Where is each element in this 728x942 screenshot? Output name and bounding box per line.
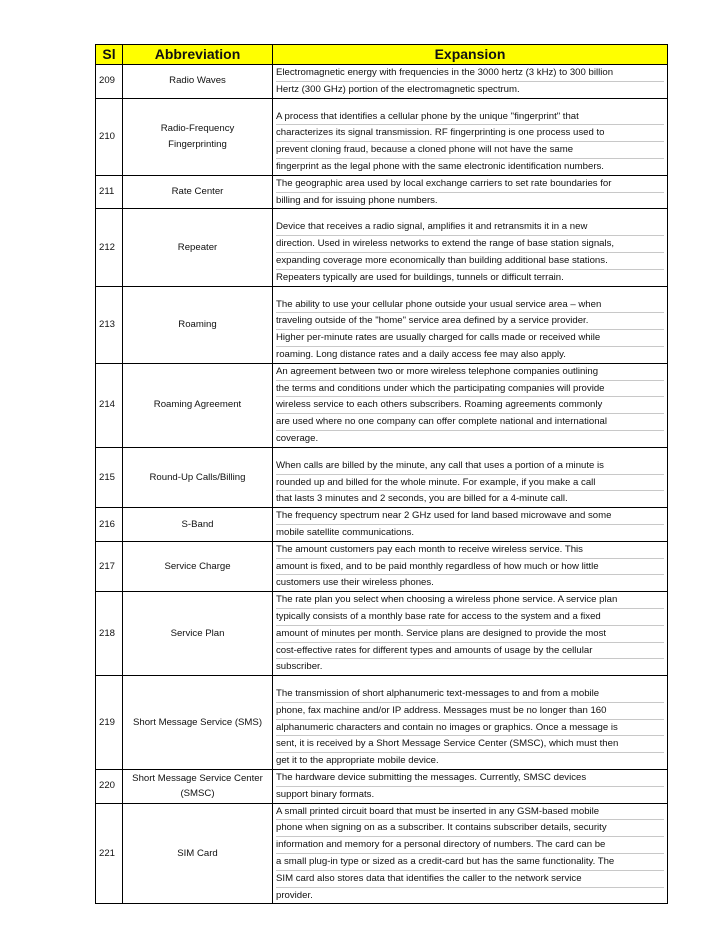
row-number: 213 (96, 286, 123, 363)
expansion-line: The geographic area used by local exchange carriers to set rate boundaries for (276, 177, 612, 189)
expansion-line: mobile satellite communications. (276, 524, 664, 541)
expansion-line: Repeaters typically are used for buildings, tunnels or difficult terrain. (276, 269, 664, 286)
table-row (96, 98, 668, 175)
header-abbreviation: Abbreviation (123, 45, 273, 65)
expansion-line: A small printed circuit board that must be inserted in any GSM-based mobile (276, 805, 600, 817)
abbreviation-cell (123, 803, 273, 904)
expansion-cell (273, 175, 668, 209)
expansion-line: prevent cloning fraud, because a cloned phone will not have the same (276, 141, 664, 158)
expansion-line: information and memory for a personal directory of numbers. The card can be (276, 836, 664, 853)
expansion-line: alphanumeric characters and contain no images or graphics. Once a message is (276, 719, 664, 736)
row-number: 210 (96, 98, 123, 175)
expansion-line: The amount customers pay each month to receive wireless service. This (276, 543, 583, 555)
abbreviation-line: S-Band (181, 518, 214, 530)
abbreviation-line: Service Plan (170, 627, 225, 639)
expansion-line: typically consists of a monthly base rate for access to the system and a fixed (276, 608, 664, 625)
expansion-line: SIM card also stores data that identifies the caller to the network service (276, 870, 664, 887)
expansion-line: wireless service to each others subscribers. Roaming agreements commonly (276, 396, 664, 413)
expansion-line: An agreement between two or more wireless telephone companies outlining (276, 365, 599, 377)
expansion-line: amount is fixed, and to be paid monthly regardless of how much or how little (276, 558, 664, 575)
abbreviation-line: Radio-Frequency (160, 122, 235, 134)
row-number: 221 (96, 803, 123, 904)
abbreviation-line: (SMSC) (180, 788, 215, 800)
expansion-line: phone when signing on as a subscriber. It contains subscriber details, security (276, 819, 664, 836)
row-number: 215 (96, 447, 123, 507)
abbreviation-cell (123, 541, 273, 591)
expansion-line: When calls are billed by the minute, any call that uses a portion of a minute is (276, 459, 604, 471)
expansion-line: a small plug-in type or sized as a credit-card but has the same functionality. The (276, 853, 664, 870)
abbreviation-cell (123, 175, 273, 209)
abbreviation-line: Fingerprinting (168, 138, 227, 150)
abbreviation-line: Roaming Agreement (153, 399, 242, 411)
expansion-cell (273, 770, 668, 804)
abbreviation-cell (123, 770, 273, 804)
expansion-line: expanding coverage more economically than building additional base stations. (276, 252, 664, 269)
header-sl: Sl (96, 45, 123, 65)
expansion-line: coverage. (276, 430, 664, 447)
abbreviation-cell (123, 209, 273, 286)
expansion-line: support binary formats. (276, 786, 664, 803)
row-number: 220 (96, 770, 123, 804)
abbreviation-cell (123, 676, 273, 770)
table-row (96, 770, 668, 804)
abbreviation-cell (123, 98, 273, 175)
expansion-cell (273, 676, 668, 770)
table-row (96, 209, 668, 286)
expansion-line: traveling outside of the "home" service area defined by a service provider. (276, 312, 664, 329)
expansion-line: the terms and conditions under which the participating companies will provide (276, 380, 664, 397)
row-number: 209 (96, 65, 123, 99)
expansion-line: Electromagnetic energy with frequencies in the 3000 hertz (3 kHz) to 300 billion (276, 67, 614, 78)
header-row (96, 45, 668, 65)
expansion-line: characterizes its signal transmission. RF fingerprinting is one process used to (276, 124, 664, 141)
expansion-line: sent, it is received by a Short Message Service Center (SMSC), which must then (276, 735, 664, 752)
table-row (96, 447, 668, 507)
abbreviation-cell (123, 65, 273, 99)
row-number: 211 (96, 175, 123, 209)
expansion-line: The frequency spectrum near 2 GHz used for land based microwave and some (276, 510, 612, 522)
abbreviation-line: Round-Up Calls/Billing (149, 471, 246, 483)
row-number: 217 (96, 541, 123, 591)
abbreviation-line: SIM Card (177, 847, 218, 859)
table-row (96, 363, 668, 447)
expansion-cell (273, 447, 668, 507)
table-row (96, 65, 668, 99)
table-row (96, 541, 668, 591)
expansion-line: subscriber. (276, 658, 664, 675)
expansion-line: that lasts 3 minutes and 2 seconds, you are billed for a 4-minute call. (276, 490, 664, 507)
table-row (96, 592, 668, 676)
table-row (96, 175, 668, 209)
expansion-cell (273, 803, 668, 904)
expansion-line: The rate plan you select when choosing a wireless phone service. A service plan (276, 594, 618, 606)
expansion-line: rounded up and billed for the whole minute. For example, if you make a call (276, 474, 664, 491)
abbreviation-line: Service Charge (164, 560, 231, 572)
expansion-cell (273, 65, 668, 99)
expansion-cell (273, 541, 668, 591)
expansion-cell (273, 508, 668, 542)
row-number: 214 (96, 363, 123, 447)
expansion-line: billing and for issuing phone numbers. (276, 192, 664, 209)
row-number: 219 (96, 676, 123, 770)
abbreviation-line: Radio Waves (169, 75, 226, 87)
table-row (96, 676, 668, 770)
abbreviation-line: Short Message Service (SMS) (132, 716, 263, 728)
abbreviation-line: Repeater (177, 241, 218, 253)
row-number: 216 (96, 508, 123, 542)
expansion-line: A process that identifies a cellular phone by the unique "fingerprint" that (276, 110, 579, 122)
table-row (96, 286, 668, 363)
expansion-line: Device that receives a radio signal, amplifies it and retransmits it in a new (276, 221, 588, 233)
expansion-line: are used where no one company can offer complete national and international (276, 413, 664, 430)
expansion-line: Hertz (300 GHz) portion of the electromagnetic spectrum. (276, 81, 664, 98)
table-row (96, 803, 668, 904)
abbreviation-line: Rate Center (171, 186, 224, 198)
table-row (96, 508, 668, 542)
expansion-cell (273, 363, 668, 447)
row-number: 218 (96, 592, 123, 676)
abbreviation-cell (123, 508, 273, 542)
expansion-cell (273, 286, 668, 363)
expansion-line: amount of minutes per month. Service plans are designed to provide the most (276, 625, 664, 642)
expansion-line: get it to the appropriate mobile device. (276, 752, 664, 769)
expansion-line: cost-effective rates for different types and amounts of usage by the cellular (276, 642, 664, 659)
abbreviation-cell (123, 447, 273, 507)
expansion-line: The hardware device submitting the messages. Currently, SMSC devices (276, 772, 587, 784)
expansion-line: direction. Used in wireless networks to extend the range of base station signals, (276, 235, 664, 252)
glossary-table (95, 44, 668, 904)
row-number: 212 (96, 209, 123, 286)
abbreviation-cell (123, 363, 273, 447)
expansion-line: The transmission of short alphanumeric text-messages to and from a mobile (276, 688, 600, 700)
abbreviation-cell (123, 592, 273, 676)
expansion-cell (273, 98, 668, 175)
abbreviation-line: Roaming (178, 318, 217, 330)
expansion-cell (273, 592, 668, 676)
expansion-line: fingerprint as the legal phone with the same electronic identification numbers. (276, 158, 664, 175)
expansion-line: The ability to use your cellular phone outside your usual service area – when (276, 298, 602, 310)
expansion-line: phone, fax machine and/or IP address. Messages must be no longer than 160 (276, 702, 664, 719)
expansion-line: roaming. Long distance rates and a daily access fee may also apply. (276, 346, 664, 363)
abbreviation-line: Short Message Service Center (132, 772, 263, 784)
expansion-line: provider. (276, 887, 664, 904)
glossary-body (96, 65, 668, 904)
expansion-line: Higher per-minute rates are usually charged for calls made or received while (276, 329, 664, 346)
expansion-cell (273, 209, 668, 286)
header-expansion: Expansion (273, 45, 668, 65)
abbreviation-cell (123, 286, 273, 363)
expansion-line: customers use their wireless phones. (276, 574, 664, 591)
